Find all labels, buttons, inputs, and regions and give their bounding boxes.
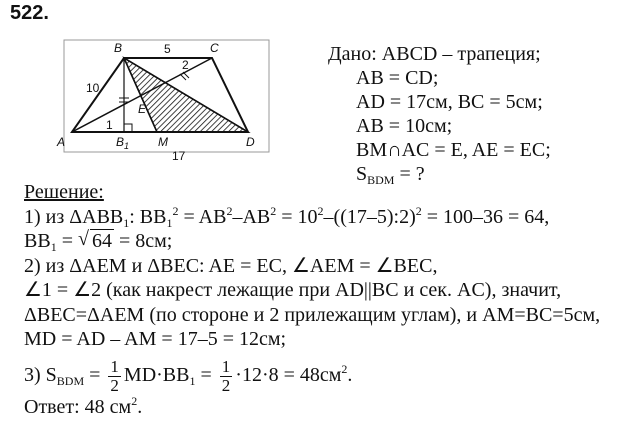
tick-mark <box>183 72 189 78</box>
sqrt-expression: √ 64 <box>78 229 114 254</box>
label-bc-length: 5 <box>164 42 171 56</box>
given-line: Дано: ABCD – трапеция; <box>328 43 541 65</box>
given-line: AB = 10см; <box>356 115 453 137</box>
label-c: C <box>210 41 219 55</box>
solution-step-2b: ∠1 = ∠2 (как накрест лежащие при AD||BC и сек. AC), значит, <box>24 279 562 301</box>
label-angle-1: 1 <box>106 118 113 132</box>
problem-number: 522. <box>10 2 49 24</box>
given-line: AB = CD; <box>356 67 439 89</box>
solution-step-1: 1) из $\Delta ABB_1$: $BB_1^2 = AB^2-AB^2$ = $10^2-((17-5):2)^2 = 100-36 = 64$, <box>24 203 550 230</box>
solution-step-2c: ΔBEC=ΔAEM (по стороне и 2 прилежащим углам), и AM=BC=5см, <box>24 303 601 326</box>
label-a: A <box>57 135 66 149</box>
label-b: B <box>114 41 123 55</box>
fraction-half: $\frac{1}{2}$ <box>221 356 231 395</box>
right-angle-mark <box>124 124 132 132</box>
given-line: $S_{BDM}$ = ? <box>356 163 425 187</box>
label-angle-2: 2 <box>182 58 189 72</box>
solution-step-2: 2) из ΔAEM и ΔBEC: AE = EC, ∠AEM = ∠BEC, <box>24 254 438 277</box>
fraction-half: $\frac{1}{2}$ <box>110 356 119 395</box>
answer-line: Ответ: 48 $см^2$. <box>24 393 143 418</box>
label-e: E <box>138 102 147 116</box>
label-ad-length: 17 <box>172 149 186 163</box>
trapezoid-figure <box>52 36 274 166</box>
solution-step-1b: $BB_1$ = √ 64 = 8см; <box>24 229 600 254</box>
label-ab-length: 10 <box>86 81 100 95</box>
given-line: BM∩AC = E, AE = EC; <box>356 139 551 161</box>
given-line: AD = 17см, BC = 5см; <box>356 91 543 113</box>
label-d: D <box>246 135 255 149</box>
tick-mark <box>180 74 186 80</box>
solution-step-3: 3) $S_{BDM}$ = $\frac{1}{2}$ $MD\cdot BB_1$ = $\frac{1}{2}$ $\cdot 12\cdot 8 = 48см^2$. <box>24 356 353 395</box>
solution-block <box>24 180 600 419</box>
solution-title: Решение: <box>24 181 104 203</box>
label-b1: $B_1$ <box>116 135 130 151</box>
solution-step-2d: MD = AD – AM = 17–5 = 12см; <box>24 328 287 350</box>
given-block <box>328 42 551 186</box>
label-m: M <box>158 135 168 149</box>
